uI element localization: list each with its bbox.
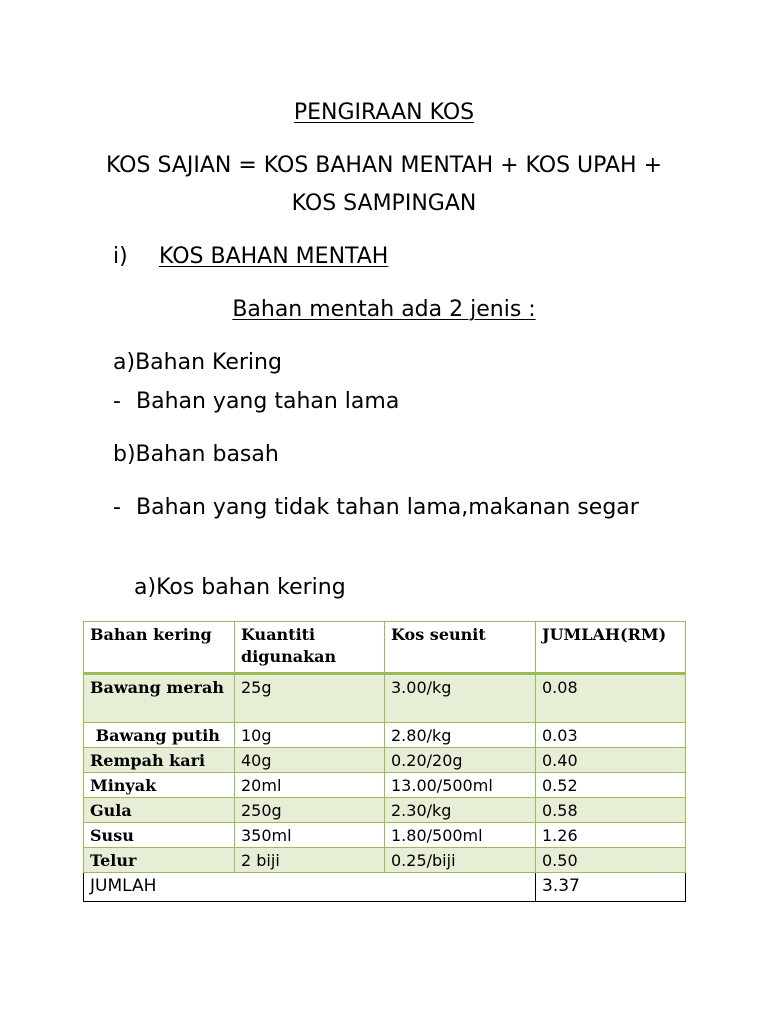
table-row [84,674,686,723]
type-b-label: b)Bahan basah [113,442,279,467]
item-quantity: 350ml [235,823,385,848]
item-quantity: 10g [235,723,385,748]
item-total: 0.50 [536,848,686,873]
item-quantity: 250g [235,798,385,823]
item-total: 0.08 [536,674,686,723]
table-row [84,723,686,748]
column-header: Bahan kering [84,622,235,674]
page-title: PENGIRAAN KOS [293,100,475,125]
table-heading: a)Kos bahan kering [134,575,346,600]
item-name: Rempah kari [84,748,235,773]
item-total: 1.26 [536,823,686,848]
table-row [84,848,686,873]
type-a-dash: - [113,389,121,414]
item-name: Bawang merah [84,674,235,723]
type-b-dash: - [113,495,121,520]
item-unit-cost: 2.80/kg [385,723,536,748]
types-heading: Bahan mentah ada 2 jenis : [232,297,536,322]
cost-table [83,621,686,902]
formula-line-2: KOS SAMPINGAN [291,191,477,216]
table-total-row [84,873,686,902]
item-unit-cost: 13.00/500ml [385,773,536,798]
type-a-desc: Bahan yang tahan lama [136,389,400,414]
item-name: Telur [84,848,235,873]
type-b-desc: Bahan yang tidak tahan lama,makanan segar [136,495,639,520]
item-quantity: 40g [235,748,385,773]
table-row [84,748,686,773]
column-header: Kuantiti digunakan [235,622,385,674]
item-name: Susu [84,823,235,848]
table-header-row [84,622,686,674]
table-row [84,798,686,823]
type-a-label: a)Bahan Kering [113,350,282,375]
item-unit-cost: 1.80/500ml [385,823,536,848]
column-header: Kos seunit [385,622,536,674]
formula-line-1: KOS SAJIAN = KOS BAHAN MENTAH + KOS UPAH + [105,153,663,178]
item-total: 0.58 [536,798,686,823]
table-row [84,773,686,798]
item-total: 0.40 [536,748,686,773]
item-quantity: 2 biji [235,848,385,873]
section-number: i) [113,244,128,269]
item-unit-cost: 0.25/biji [385,848,536,873]
item-total: 0.03 [536,723,686,748]
item-quantity: 25g [235,674,385,723]
item-name: Bawang putih [84,723,235,748]
column-header: JUMLAH(RM) [536,622,686,674]
item-unit-cost: 3.00/kg [385,674,536,723]
section-heading: KOS BAHAN MENTAH [159,244,389,269]
item-name: Minyak [84,773,235,798]
item-quantity: 20ml [235,773,385,798]
item-unit-cost: 2.30/kg [385,798,536,823]
table-row [84,823,686,848]
item-name: Gula [84,798,235,823]
item-total: 0.52 [536,773,686,798]
total-label: JUMLAH [84,873,536,902]
total-value: 3.37 [536,873,686,902]
item-unit-cost: 0.20/20g [385,748,536,773]
